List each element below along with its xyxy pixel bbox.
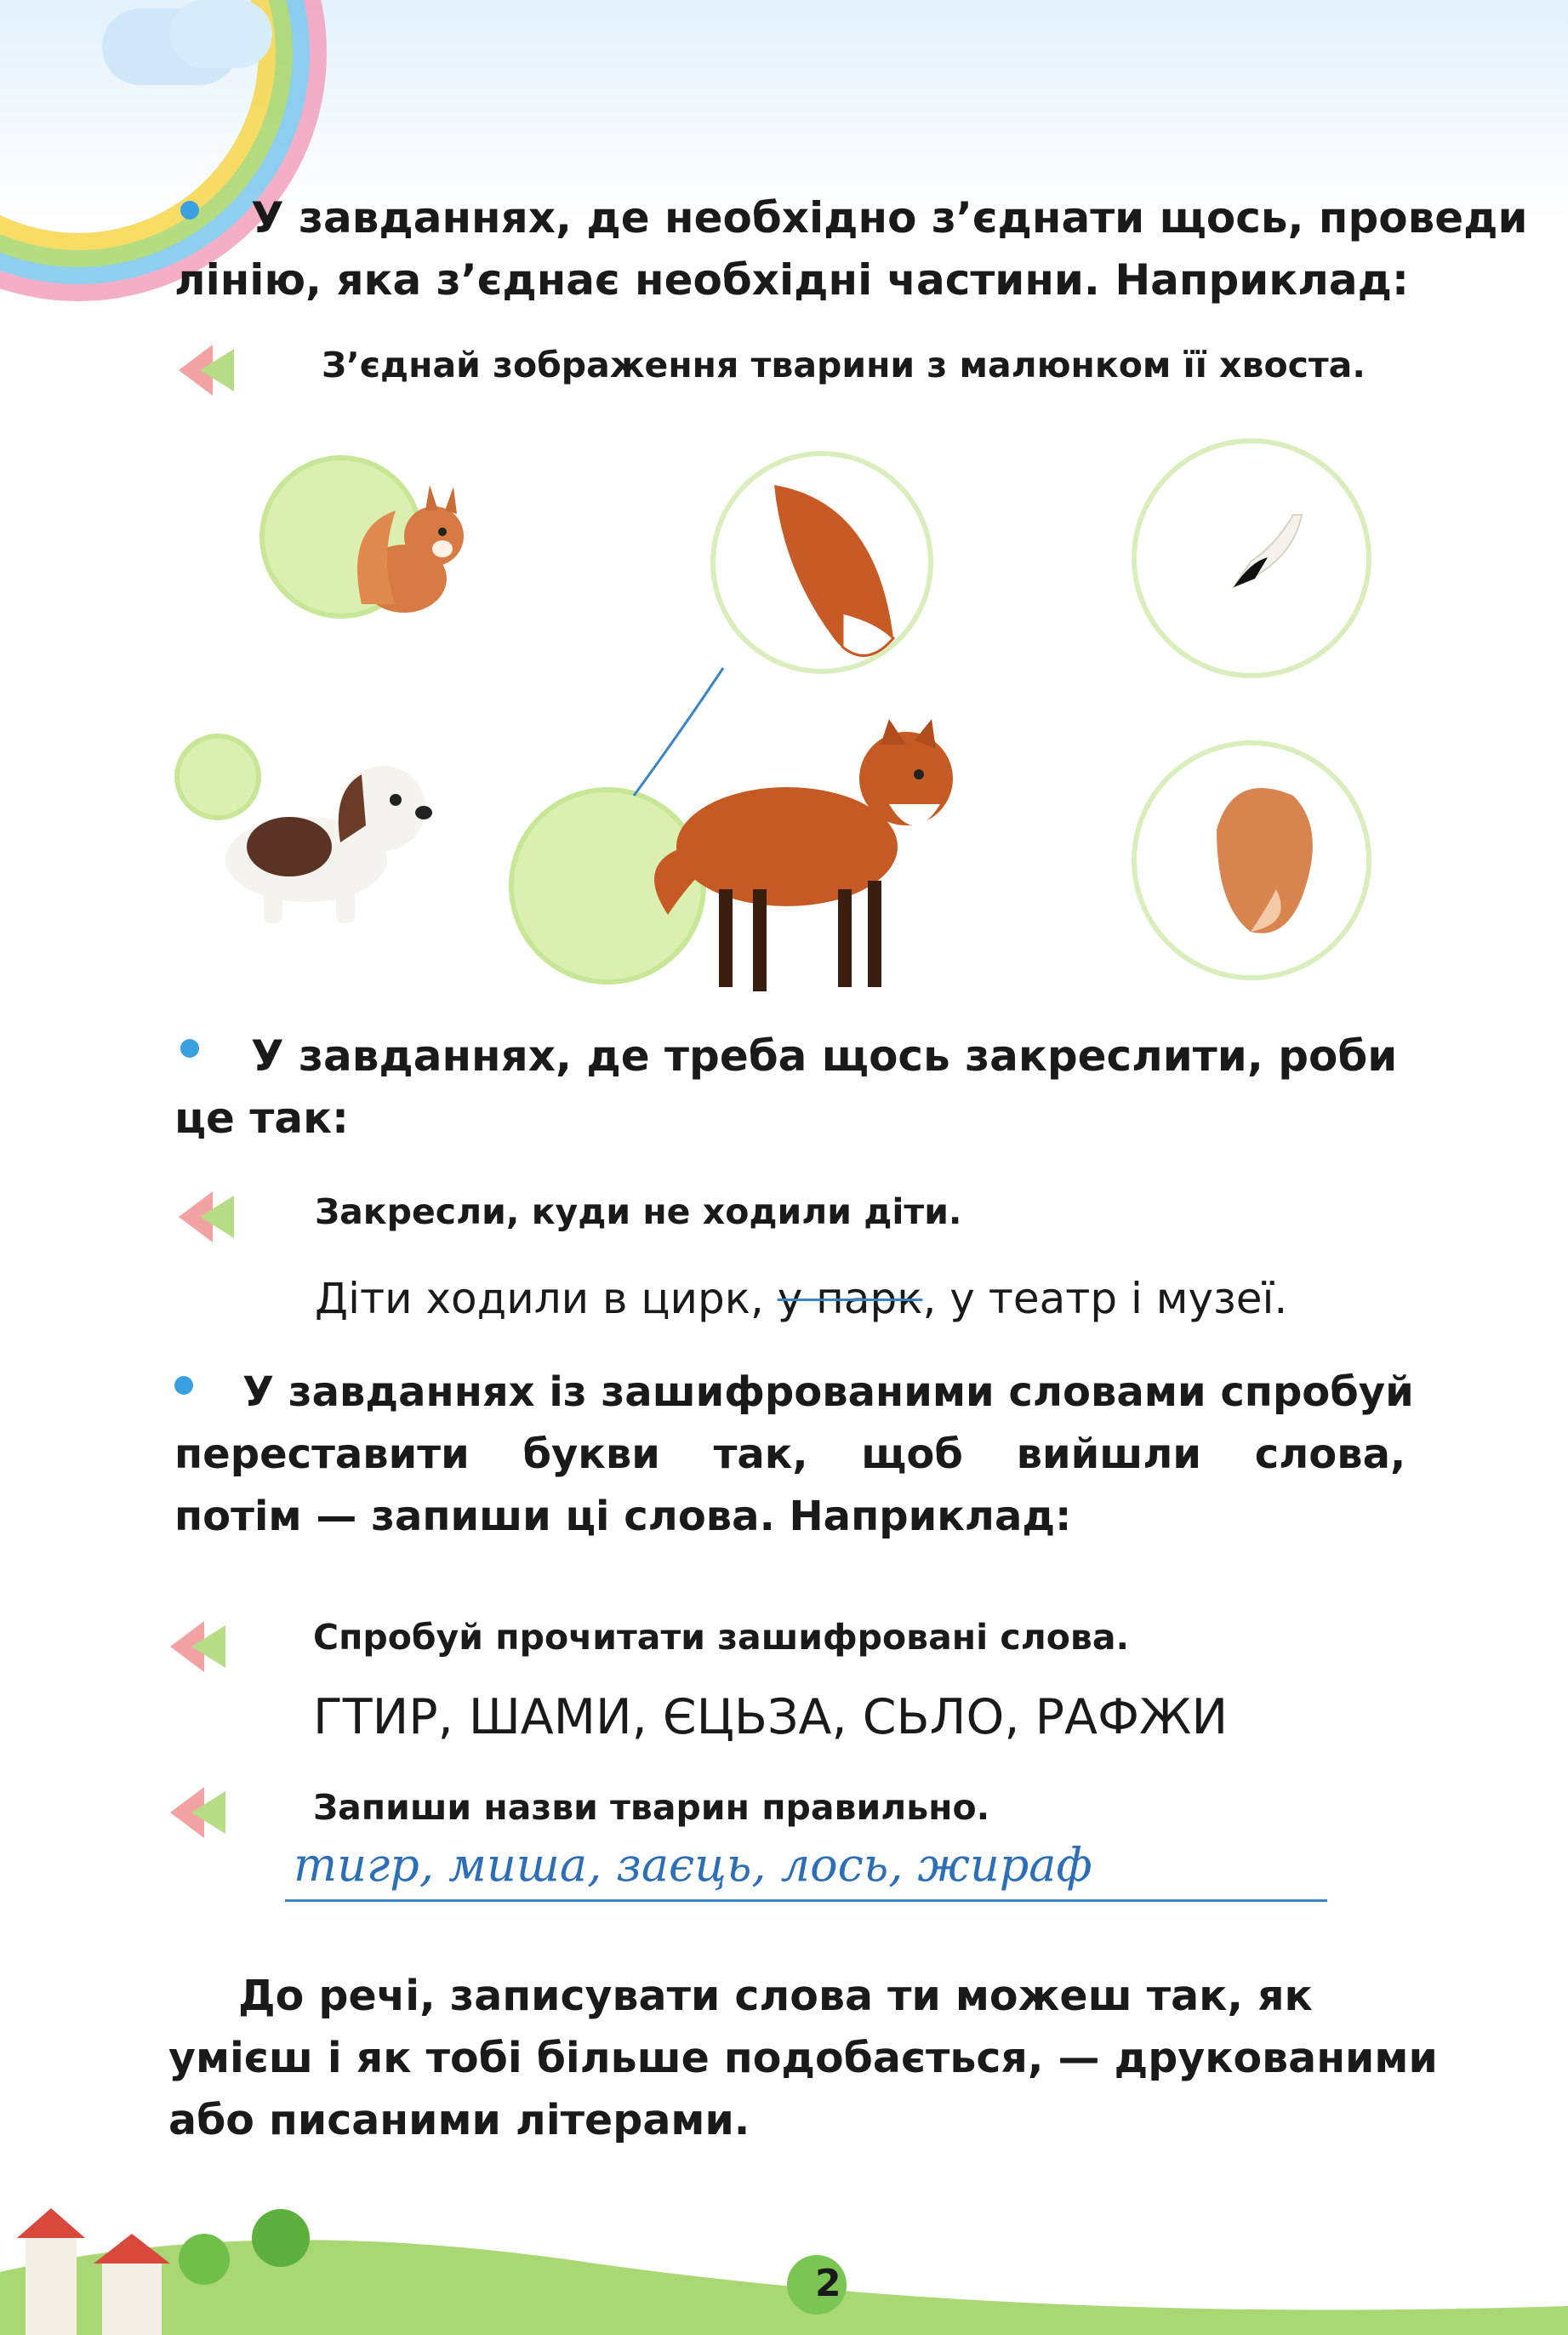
fox-icon xyxy=(634,719,974,1000)
closing-line-3: або писаними літерами. xyxy=(168,2096,750,2144)
section-3-line-3: потім — запиши ці слова. Наприклад: xyxy=(174,1493,1072,1540)
triangle-marker-icon xyxy=(179,1191,247,1242)
dog-icon xyxy=(196,740,451,928)
squirrel-tail-icon xyxy=(1200,779,1327,949)
example-sentence xyxy=(315,1268,1287,1329)
cloud-icon xyxy=(170,0,272,68)
triangle-marker-icon xyxy=(170,1621,238,1672)
triangle-marker-icon xyxy=(179,345,247,396)
section-1-line-1: У завданнях, де необхідно з’єднати щось, проведи xyxy=(251,193,1528,243)
task-cross-out-pre: Закресли, куди xyxy=(315,1191,643,1232)
section-1-line-2: лінію, яка з’єднає необхідні частини. Наприклад: xyxy=(174,255,1409,305)
triangle-marker-icon xyxy=(170,1787,238,1838)
closing-line-2: умієш і як тобі більше подобається, — друкованими xyxy=(168,2034,1438,2082)
answer-underline xyxy=(285,1899,1327,1902)
task-decode: Спробуй прочитати зашифровані слова. xyxy=(313,1617,1130,1658)
bullet-icon xyxy=(174,1376,193,1395)
village-hill-illustration xyxy=(0,2178,1568,2335)
encoded-words: ГТИР, ШАМИ, ЄЦЬЗА, СЬЛО, РАФЖИ xyxy=(313,1689,1229,1745)
squirrel-icon xyxy=(345,477,489,630)
task-cross-out-post: ходили діти. xyxy=(690,1191,962,1232)
task-cross-out xyxy=(315,1191,962,1232)
task-cross-out-emphasis: не xyxy=(642,1191,691,1232)
task-connect: З’єднай зображення тварини з малюнком її хвоста. xyxy=(322,345,1366,385)
sentence-crossed-out: у парк xyxy=(777,1274,923,1323)
closing-line-1: До речі, записувати слова ти можеш так, як xyxy=(238,1972,1313,2020)
section-2-line-2: це так: xyxy=(174,1093,350,1143)
task-write: Запиши назви тварин правильно. xyxy=(313,1787,990,1828)
bullet-icon xyxy=(180,1039,199,1058)
sentence-pre: Діти ходили в цирк, xyxy=(315,1274,778,1323)
sentence-post: , у театр і музеї. xyxy=(922,1274,1288,1323)
page-number: 2 xyxy=(815,2262,841,2305)
section-2-line-1: У завданнях, де треба щось закреслити, роби xyxy=(251,1031,1398,1081)
section-3-line-2: переставити букви так, щоб вийшли слова, xyxy=(174,1430,1406,1478)
bullet-icon xyxy=(180,201,199,220)
handwritten-answer: тигр, миша, заєць, лось, жираф xyxy=(294,1838,1092,1892)
section-3-line-1: У завданнях із зашифрованими словами спробуй xyxy=(242,1368,1414,1416)
fox-tail-icon xyxy=(749,468,919,681)
ermine-tail-icon xyxy=(1217,511,1310,604)
